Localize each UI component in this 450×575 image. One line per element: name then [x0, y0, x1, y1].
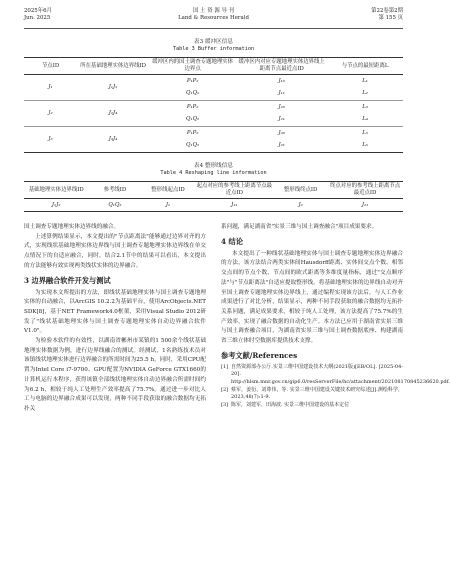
table-row [24, 127, 403, 140]
table4-header-cell: 起点对应的参考线上距离节点最近点ID [196, 183, 273, 196]
table-cell: J₃J₄ [108, 136, 118, 142]
table-cell: Q₁Q₂ [186, 142, 200, 149]
table-cell: J₂ [48, 110, 53, 116]
table-cell: L₁ [362, 77, 368, 84]
table-cell: L₃ [362, 103, 368, 110]
section-heading: 4 结论 [221, 236, 243, 246]
reference-number: [3] [221, 401, 229, 408]
volume-issue: 第22卷第2期 [371, 8, 403, 14]
page-number: 第 155 页 [378, 15, 403, 21]
paragraph: 上述算例结果显示，本文提出的"节点距离法"能够通过边界对齐的方式，实现线状基础地理实体边界线与国土调查专题地理实体边界线在单交点情况下的自适应融合，同时，结合2.1节中的结果可以看出，本文提出的方法能够有效实现两类线状实体的边界融合。 [24, 233, 206, 269]
table4-header-cell: 整形线起点ID [151, 186, 185, 193]
header-right [371, 8, 403, 22]
table-cell: J₁J₂ [51, 201, 61, 208]
reference-number: [1] [221, 363, 229, 370]
table-cell: P₁P₂ [186, 103, 199, 110]
table-cell: J₁J₂ [108, 84, 118, 90]
table4-header-cell: 基础地理实体边界线ID [28, 186, 84, 193]
table3-title-en: Table 3 Buffer information [172, 46, 255, 52]
table3-header-cell: 缓冲区内的国土调查专题地理实体边界点 [152, 59, 234, 72]
table3-header-cell: 所在基础地理实体边界线ID [80, 62, 146, 69]
running-header [24, 8, 403, 30]
left-column [24, 223, 206, 415]
table4-title-cn: 表4 整形线信息 [194, 163, 233, 169]
table3-header-row [24, 58, 403, 75]
table-cell: L₄ [362, 116, 368, 123]
paragraph: 为实现本文所提出的方法，即线状基础地理实体与国土调查专题地理实体的自动融合，以ArcGIS 10.2.2为基础平台，使用ArcObjects.NET SDK[8]，基于NET Framework4.0框架，采用Visual Studio 2012研发了"线状基础地理实体与国土调查专题地理实体自动边界融合软件V1.0"。 [24, 289, 206, 335]
right-column [221, 223, 450, 409]
header-date-en: Jun. 2025 [24, 15, 51, 21]
table-cell: J₃ [48, 136, 53, 142]
table-cell: J₁ [165, 201, 171, 208]
table-cell: P₁P₂ [186, 77, 199, 84]
table-cell: L₂ [362, 90, 368, 97]
table4-header-row [24, 182, 403, 199]
header-rule [24, 28, 403, 29]
table3-caption [24, 39, 403, 53]
section-heading: 3 边界融合软件开发与测试 [24, 275, 111, 285]
reference-text: 陈军，刘建军，田海波. 实景三维中国建设的基本定位 [231, 401, 350, 408]
table-cell: Q₁Q₂ [108, 201, 122, 208]
paragraph: 系问题，满足湖南省"实景三维与国土调查融合"项目成果要求。 [221, 224, 378, 230]
table4-reshaping-info [24, 181, 403, 212]
table3-header-cell: 节点ID [41, 62, 60, 69]
table4-title-en: Table 4 Reshaping line information [160, 170, 267, 176]
reference-item [221, 363, 450, 387]
journal-title-cn: 国 土 资 源 导 刊 [193, 8, 234, 14]
table3-header-cell: 缓冲区内对应专题地理实体边界线上距离节点最近点ID [238, 59, 325, 72]
table-row [24, 101, 403, 114]
reference-text: 蔡军，姜衍，刘尊伟，等. 实景三维中国建设关键技术研究综述[J].测绘科学，2023,48(7):1-9. [231, 386, 403, 401]
table3-header-cell: 与节点的最短距离L [341, 62, 389, 69]
table-cell: J₁₁ [278, 90, 285, 97]
table-cell: J₃₀ [278, 129, 285, 136]
table3-title-cn: 表3 缓冲区信息 [194, 39, 233, 45]
table4-header-cell: 参考线ID [103, 186, 127, 193]
table-cell: J₁₀ [278, 77, 285, 84]
table3-buffer-info [24, 57, 403, 153]
reference-item [221, 387, 403, 402]
paragraph: 为检验本软件的有效性，以湖南省郴州市某镇的1 500余个线状基础地理实体数据为例，进行边界线融合的测试。经测试，1名熟练技术员对该镇线状地理实体进行边界融合的所需时间为25.5 h。同时，采用CPU配置为Intel Core i7-9700、GPU配置为NVIDIA GeForce GTX1660的计算机运行本程序，获得该镇全部线状地理实体自动边界融合所需时间约为6.2 h，相较于纯人工处理生产效率提高了75.7%。通过进一步对比人工与电脑的边界融合成果可以发现，两种不同手段获取的融合数据均无拓扑关 [24, 338, 206, 412]
table-cell: J₂₁ [361, 201, 369, 208]
table-cell: L₆ [362, 142, 368, 149]
table4-caption [24, 163, 403, 177]
table-row [24, 199, 403, 212]
table-cell: J₁ [48, 84, 53, 90]
table-cell: J₂J₄ [108, 110, 118, 116]
table-row [24, 75, 403, 88]
table-cell: J₁₁ [231, 201, 238, 208]
reference-text: 自然资源部办公厅.实景三维中国建设技术大纲(2021版)[EB/OL]. [2025-04-20]. http://hlsm.mnr.gov.cn/gip6.0/resServerFile/hc/attachment/202108170845236620.pdf. [231, 363, 450, 385]
table-cell: L₅ [362, 129, 368, 136]
paragraph: 本文提出了一种线状基础地理实体与国土调查专题地理实体边界融合的方法，该方法结合两类实体间Hausdorff距离、实体间交点个数、相邻交点间的节点个数、节点间的欧式距离等多维度量指标，通过"交点顺序法"与"节点距离法"自适应提取整形线，将基础地理实体的边界线自动对齐至国土调查专题地理实体边界线上，通过编程实现该方法后，与人工作业成果进行了对比分析，结果显示，两种不同手段获取的融合数据均无拓扑关系问题，满足成果要求，相较于纯人工处理，该方法提高了75.7%的生产效率，实现了融合数据的自动化生产。本方法已应用于湖南省实景三维与国土调查融合项目，为湖南省实景三维与国土调查数据底座、构建湖南省三维立体时空数据库提供技术支撑。 [221, 250, 403, 345]
references-heading: 参考文献/References [221, 350, 298, 360]
reference-item [221, 402, 403, 410]
table-cell: J₂₀ [278, 103, 285, 110]
table-cell: Q₁Q₂ [186, 90, 200, 97]
header-center [24, 8, 403, 22]
table-cell: P₁P₂ [186, 129, 199, 136]
journal-title-en: Land & Resources Herald [178, 15, 249, 21]
reference-number: [2] [221, 386, 229, 393]
header-date-cn: 2025年6月 [24, 8, 52, 14]
table-cell: J₂ [298, 201, 303, 208]
table-cell: J₂₁ [278, 116, 285, 123]
paragraph: 国土调查专题地理实体边界线的融合。 [24, 224, 120, 230]
table4-header-cell: 终点对应的参考线上距离节点最近点ID [330, 183, 401, 196]
table-cell: J₃₁ [278, 142, 285, 149]
table-cell: Q₁Q₂ [186, 116, 200, 123]
table4-header-cell: 整形线终点ID [283, 186, 318, 193]
